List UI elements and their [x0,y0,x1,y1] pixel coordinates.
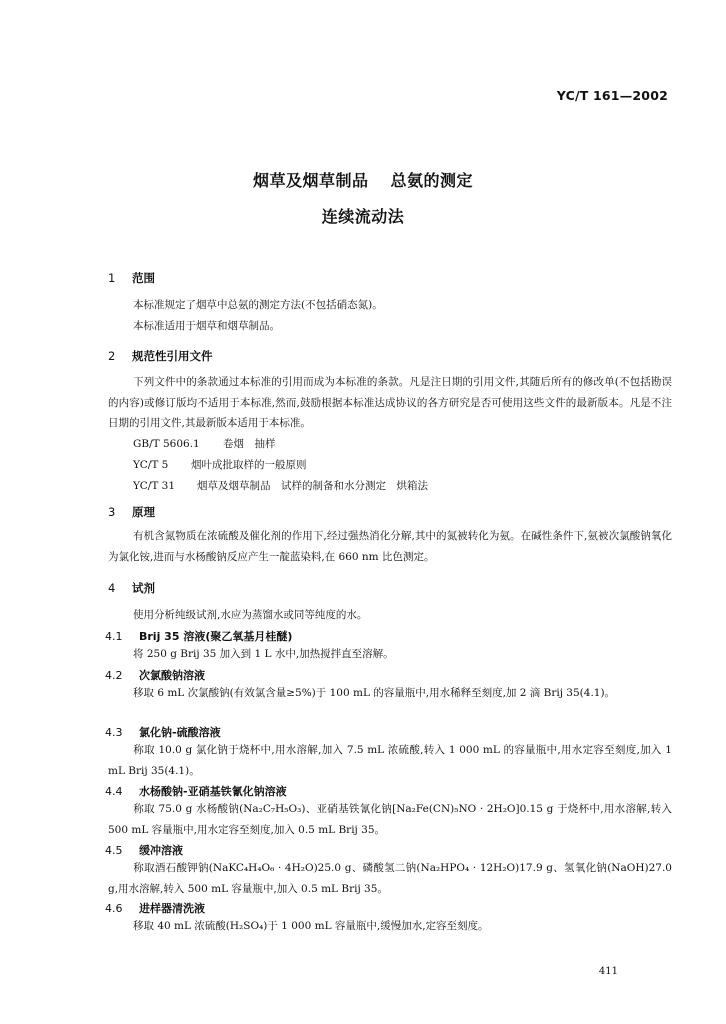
normative-references-paragraph: 下列文件中的条款通过本标准的引用而成为本标准的条款。凡是注日期的引用文件,其随后所有的修改单(不包括勘误的内容)或修订版均不适用于本标准,然而,鼓励根据本标准达成协议的各方研究是否可使用这些文件的最新版本。凡是不注日期的引用文件,其最新版本适用于本标准。 [108,376,672,429]
section-title: 原理 [132,505,155,519]
section-4-heading [108,580,155,596]
section-number: 3 [108,505,116,519]
subsection-text: 移取 40 mL 浓硫酸(H₂SO₄)于 1 000 mL 容量瓶中,缓慢加水,定容至刻度。 [133,920,489,932]
section-title: 范围 [132,271,155,285]
standard-code: YC/T 161—2002 [556,88,668,103]
subsection-text: 称取 10.0 g 氯化钠于烧杯中,用水溶解,加入 7.5 mL 浓硫酸,转入 1 000 mL 的容量瓶中,用水定容至刻度,加入 1 mL Brij 35(4.1)。 [108,744,672,777]
subsection-text: 称取 75.0 g 水杨酸钠(Na₂C₇H₅O₃)、亚硝基铁氰化钠[Na₂Fe(CN)₅NO · 2H₂O]0.15 g 于烧杯中,用水溶解,转入 500 mL 容量瓶中,用水定容至刻度,加入 0.5 mL Brij 35。 [108,803,672,836]
reference-title: 卷烟 抽样 [223,438,276,450]
title-part-b: 总氨的测定 [390,171,474,190]
reference-title: 烟叶成批取样的一般原则 [191,459,307,471]
section-1-heading [108,270,155,286]
document-title [0,168,726,191]
section-2-heading [108,348,213,364]
reference-item [133,457,307,472]
title-part-a: 烟草及烟草制品 [252,171,369,190]
reference-code: YC/T 5 [133,459,169,471]
section-number: 2 [108,349,116,363]
document-subtitle: 连续流动法 [321,207,405,226]
subsection-heading: 4.4 水杨酸钠-亚硝基铁氰化钠溶液 [105,785,287,798]
section-3-heading [108,504,155,520]
subsection-heading: 4.2 次氯酸钠溶液 [105,669,205,682]
reference-item [133,436,276,451]
scope-line-2: 本标准适用于烟草和烟草制品。 [133,320,280,332]
reagents-intro: 使用分析纯级试剂,水应为蒸馏水或同等纯度的水。 [133,609,368,621]
page-number: 411 [598,966,618,977]
subsection-text: 将 250 g Brij 35 加入到 1 L 水中,加热搅拌直至溶解。 [133,648,394,660]
subsection-text: 移取 6 mL 次氯酸钠(有效氯含量≥5%)于 100 mL 的容量瓶中,用水稀释至刻度,加 2 滴 Brij 35(4.1)。 [133,687,616,699]
reference-code: YC/T 31 [133,480,176,492]
reference-item [133,478,428,493]
subsection-heading: 4.3 氯化钠-硫酸溶液 [105,726,221,739]
section-title: 规范性引用文件 [132,349,213,363]
section-title: 试剂 [132,581,155,595]
section-number: 1 [108,271,116,285]
principle-paragraph: 有机含氮物质在浓硫酸及催化剂的作用下,经过强热消化分解,其中的氮被转化为氨。在碱性条件下,氨被次氯酸钠氧化为氯化铵,进而与水杨酸钠反应产生一靛蓝染料,在 660 nm 比色测定。 [108,530,672,563]
section-number: 4 [108,581,116,595]
scope-line-1: 本标准规定了烟草中总氨的测定方法(不包括硝态氮)。 [133,299,383,311]
reference-code: GB/T 5606.1 [133,438,200,450]
subsection-text: 称取酒石酸钾钠(NaKC₄H₄O₆ · 4H₂O)25.0 g、磷酸氢二钠(Na₂HPO₄ · 12H₂O)17.9 g、氢氧化钠(NaOH)27.0 g,用水溶解,转入 500 mL 容量瓶中,加入 0.5 mL Brij 35。 [108,862,672,895]
reference-title: 烟草及烟草制品 试样的制备和水分测定 烘箱法 [197,480,428,492]
subsection-heading: 4.5 缓冲溶液 [105,844,183,857]
subsection-heading: 4.6 进样器清洗液 [105,902,205,915]
subsection-heading: 4.1 Brij 35 溶液(聚乙氧基月桂醚) [105,630,293,643]
